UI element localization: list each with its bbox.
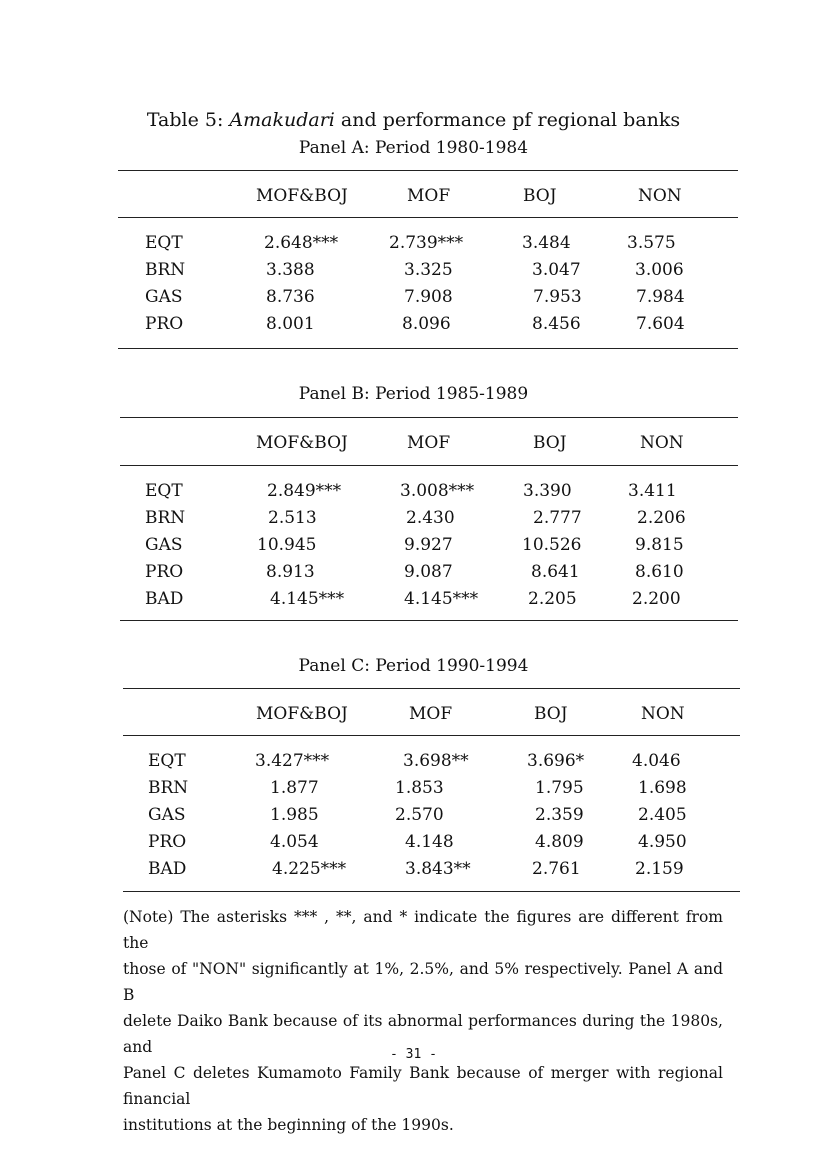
table-cell: 9.927 (404, 535, 453, 555)
table-cell: 2.200 (632, 589, 681, 609)
column-header: MOF (409, 704, 453, 724)
table-cell: 8.641 (531, 562, 580, 582)
table-cell: 2.159 (635, 859, 684, 879)
table-rule (118, 217, 738, 218)
table-cell: 8.456 (532, 314, 581, 334)
table-cell: 3.047 (532, 260, 581, 280)
table-cell: 8.736 (266, 287, 315, 307)
row-label: PRO (145, 314, 184, 334)
table-cell: 3.388 (266, 260, 315, 280)
table-rule (118, 170, 738, 171)
table-cell: 2.849*** (267, 481, 342, 501)
row-label: EQT (148, 751, 186, 771)
row-label: GAS (148, 805, 186, 825)
table-cell: 3.698** (403, 751, 469, 771)
table-rule (120, 620, 738, 621)
table-cell: 8.096 (402, 314, 451, 334)
table-cell: 10.526 (522, 535, 582, 555)
table-cell: 3.006 (635, 260, 684, 280)
column-header: MOF&BOJ (256, 433, 348, 453)
table-cell: 2.205 (528, 589, 577, 609)
table-cell: 1.877 (270, 778, 319, 798)
table-cell: 8.001 (266, 314, 315, 334)
table-title (0, 109, 827, 131)
table-cell: 3.843** (405, 859, 471, 879)
table-cell: 3.575 (627, 233, 676, 253)
table-note (123, 904, 723, 1138)
row-label: GAS (145, 287, 183, 307)
note-line: Panel C deletes Kumamoto Family Bank because of merger with regional financial (123, 1064, 723, 1108)
row-label: BAD (145, 589, 184, 609)
table-rule (123, 891, 740, 892)
row-label: BRN (145, 508, 186, 528)
table-cell: 7.908 (404, 287, 453, 307)
table-title-prefix: Table 5: (146, 109, 230, 131)
table-cell: 1.853 (395, 778, 444, 798)
table-rule (123, 735, 740, 736)
table-cell: 1.795 (535, 778, 584, 798)
table-cell: 1.985 (270, 805, 319, 825)
column-header: NON (641, 704, 685, 724)
column-header: NON (640, 433, 684, 453)
page-number: - 31 - (390, 1047, 437, 1062)
row-label: BRN (148, 778, 189, 798)
table-title-italic: Amakudari (229, 109, 335, 131)
table-cell: 2.405 (638, 805, 687, 825)
row-label: PRO (145, 562, 184, 582)
column-header: MOF (407, 186, 451, 206)
panel-title: Panel A: Period 1980-1984 (298, 138, 529, 158)
note-line: (Note) The asterisks *** , **, and * indicate the figures are different from the (123, 908, 723, 952)
table-cell: 7.604 (636, 314, 685, 334)
table-rule (123, 688, 740, 689)
table-cell: 4.950 (638, 832, 687, 852)
table-cell: 8.610 (635, 562, 684, 582)
table-cell: 2.430 (406, 508, 455, 528)
table-cell: 2.761 (532, 859, 581, 879)
table-cell: 7.953 (533, 287, 582, 307)
table-cell: 3.427*** (255, 751, 330, 771)
table-cell: 4.054 (270, 832, 319, 852)
note-line: institutions at the beginning of the 1990s. (123, 1116, 454, 1134)
table-cell: 2.777 (533, 508, 582, 528)
panel-title: Panel C: Period 1990-1994 (298, 656, 529, 676)
column-header: MOF&BOJ (256, 186, 348, 206)
table-rule (118, 348, 738, 349)
column-header: BOJ (533, 433, 567, 453)
row-label: GAS (145, 535, 183, 555)
note-line: delete Daiko Bank because of its abnormal performances during the 1980s, and (123, 1012, 723, 1056)
row-label: PRO (148, 832, 187, 852)
table-rule (120, 465, 738, 466)
table-cell: 9.815 (635, 535, 684, 555)
table-cell: 2.570 (395, 805, 444, 825)
table-cell: 2.513 (268, 508, 317, 528)
table-cell: 4.148 (405, 832, 454, 852)
table-cell: 1.698 (638, 778, 687, 798)
table-title-suffix: and performance pf regional banks (334, 109, 681, 131)
table-cell: 3.696* (527, 751, 585, 771)
table-cell: 4.809 (535, 832, 584, 852)
table-cell: 4.046 (632, 751, 681, 771)
row-label: BRN (145, 260, 186, 280)
table-rule (120, 417, 738, 418)
column-header: NON (638, 186, 682, 206)
note-line: those of "NON" significantly at 1%, 2.5%, and 5% respectively. Panel A and B (123, 960, 723, 1004)
table-cell: 3.390 (523, 481, 572, 501)
column-header: MOF&BOJ (256, 704, 348, 724)
table-cell: 2.648*** (264, 233, 339, 253)
table-cell: 3.411 (628, 481, 677, 501)
row-label: BAD (148, 859, 187, 879)
table-cell: 7.984 (636, 287, 685, 307)
row-label: EQT (145, 233, 183, 253)
table-cell: 2.739*** (389, 233, 464, 253)
table-cell: 3.325 (404, 260, 453, 280)
table-cell: 4.145*** (404, 589, 479, 609)
table-cell: 4.225*** (272, 859, 347, 879)
column-header: BOJ (534, 704, 568, 724)
table-cell: 3.484 (522, 233, 571, 253)
table-cell: 4.145*** (270, 589, 345, 609)
column-header: MOF (407, 433, 451, 453)
table-cell: 8.913 (266, 562, 315, 582)
table-cell: 9.087 (404, 562, 453, 582)
table-cell: 2.206 (637, 508, 686, 528)
row-label: EQT (145, 481, 183, 501)
table-cell: 10.945 (257, 535, 317, 555)
panel-title: Panel B: Period 1985-1989 (298, 384, 529, 404)
column-header: BOJ (523, 186, 557, 206)
table-cell: 2.359 (535, 805, 584, 825)
table-cell: 3.008*** (400, 481, 475, 501)
